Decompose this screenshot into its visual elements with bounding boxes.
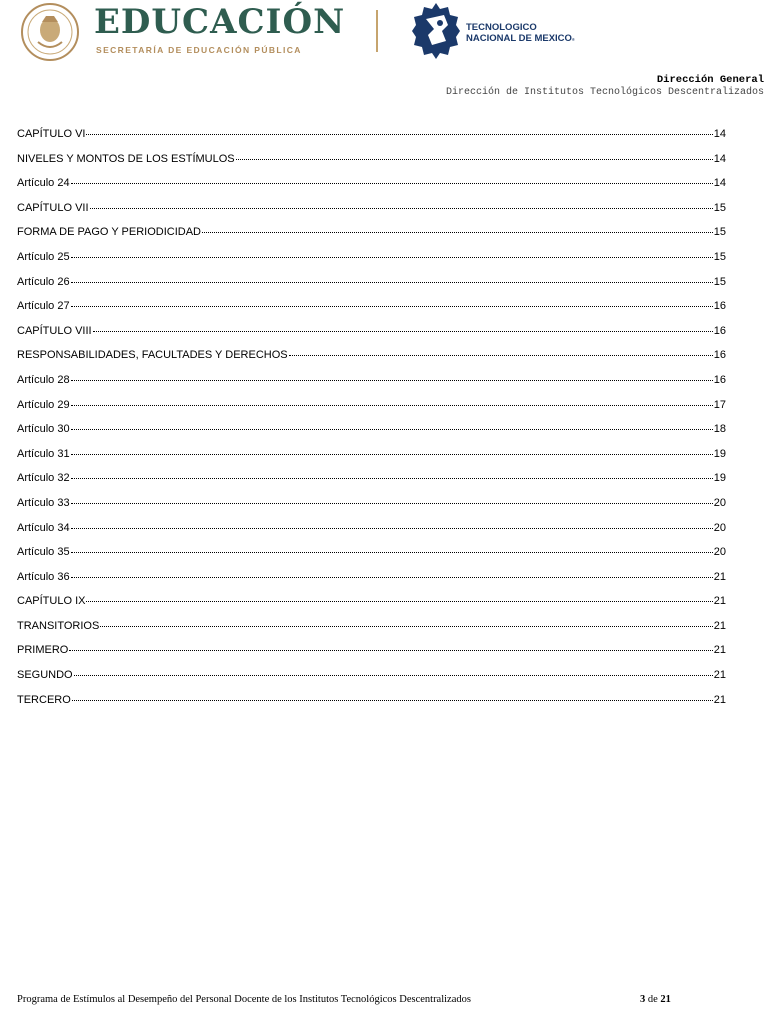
toc-entry[interactable] [17, 325, 726, 350]
toc-entry-label: CAPÍTULO VIII [17, 324, 92, 337]
direccion-institutos: Dirección de Institutos Tecnológicos Descentralizados [445, 87, 764, 98]
toc-dot-leader [71, 305, 713, 307]
footer-page-number [640, 994, 671, 1005]
toc-entry-page: 17 [713, 398, 726, 411]
table-of-contents [17, 128, 726, 718]
toc-entry[interactable] [17, 128, 726, 153]
toc-entry[interactable] [17, 374, 726, 399]
toc-entry-page: 14 [713, 128, 726, 140]
toc-dot-leader [289, 354, 713, 356]
toc-entry-label: SEGUNDO [17, 669, 73, 682]
toc-entry-label: FORMA DE PAGO Y PERIODICIDAD [17, 226, 201, 239]
toc-dot-leader [71, 453, 713, 455]
toc-entry-page: 14 [713, 152, 726, 165]
toc-dot-leader [71, 428, 713, 430]
page-total: 21 [660, 994, 671, 1005]
toc-entry[interactable] [17, 423, 726, 448]
toc-entry-page: 20 [713, 546, 726, 559]
toc-dot-leader [71, 477, 713, 479]
toc-entry-page: 19 [713, 447, 726, 460]
page-of: de [647, 994, 658, 1005]
toc-entry-label: Artículo 27 [17, 300, 70, 313]
toc-entry[interactable] [17, 202, 726, 227]
toc-entry-label: Artículo 32 [17, 472, 70, 485]
toc-dot-leader [93, 330, 713, 332]
toc-entry-label: Artículo 35 [17, 546, 70, 559]
toc-entry-label: Artículo 31 [17, 447, 70, 460]
brand-subtitle: SECRETARÍA DE EDUCACIÓN PÚBLICA [96, 45, 302, 55]
header-divider [376, 10, 378, 52]
toc-entry-label: Artículo 29 [17, 398, 70, 411]
toc-entry-page: 20 [713, 496, 726, 509]
toc-entry[interactable] [17, 644, 726, 669]
toc-entry[interactable] [17, 497, 726, 522]
toc-entry-page: 21 [713, 644, 726, 657]
toc-dot-leader [74, 674, 713, 676]
toc-dot-leader [71, 256, 713, 258]
toc-entry-label: Artículo 34 [17, 521, 70, 534]
toc-dot-leader [86, 133, 712, 135]
toc-entry-page: 19 [713, 472, 726, 485]
toc-entry-page: 15 [713, 201, 726, 214]
footer-program-title: Programa de Estímulos al Desempeño del Personal Docente de los Institutos Tecnológicos Descentralizados [17, 994, 471, 1005]
toc-dot-leader [86, 600, 712, 602]
toc-entry-page: 15 [713, 250, 726, 263]
toc-dot-leader [90, 207, 713, 209]
tecnm-line2: NACIONAL DE MEXICO [466, 33, 572, 44]
toc-entry-label: Artículo 24 [17, 177, 70, 190]
toc-entry-page: 21 [713, 669, 726, 682]
toc-dot-leader [71, 527, 713, 529]
toc-entry[interactable] [17, 595, 726, 620]
toc-entry[interactable] [17, 153, 726, 178]
toc-entry[interactable] [17, 251, 726, 276]
toc-entry[interactable] [17, 349, 726, 374]
toc-dot-leader [71, 576, 713, 578]
toc-entry-page: 16 [713, 349, 726, 362]
toc-entry[interactable] [17, 620, 726, 645]
toc-entry-page: 21 [713, 619, 726, 632]
toc-entry-label: RESPONSABILIDADES, FACULTADES Y DERECHOS [17, 349, 288, 362]
toc-entry-label: TERCERO [17, 693, 71, 706]
toc-entry-label: Artículo 28 [17, 373, 70, 386]
tecnm-gear-logo-icon [412, 1, 460, 61]
toc-entry-label: NIVELES Y MONTOS DE LOS ESTÍMULOS [17, 152, 235, 165]
toc-entry-label: CAPÍTULO VII [17, 201, 89, 214]
toc-entry[interactable] [17, 226, 726, 251]
tecnm-wordmark [466, 22, 575, 45]
toc-dot-leader [71, 379, 713, 381]
toc-dot-leader [71, 551, 713, 553]
toc-entry-page: 21 [713, 595, 726, 608]
direccion-general: Dirección General [656, 74, 764, 86]
toc-dot-leader [69, 649, 712, 651]
toc-entry-label: CAPÍTULO VI [17, 128, 86, 140]
toc-entry[interactable] [17, 177, 726, 202]
toc-dot-leader [202, 231, 713, 233]
toc-dot-leader [72, 699, 713, 701]
toc-entry-label: Artículo 30 [17, 423, 70, 436]
toc-entry[interactable] [17, 448, 726, 473]
toc-entry-label: TRANSITORIOS [17, 619, 100, 632]
tecnm-line1: TECNOLOGICO [466, 22, 537, 33]
toc-entry-label: CAPÍTULO IX [17, 595, 86, 608]
toc-entry-page: 21 [713, 693, 726, 706]
toc-entry-page: 18 [713, 423, 726, 436]
toc-entry[interactable] [17, 300, 726, 325]
toc-entry-label: Artículo 36 [17, 570, 70, 583]
toc-entry[interactable] [17, 399, 726, 424]
toc-entry[interactable] [17, 546, 726, 571]
toc-entry-label: Artículo 26 [17, 275, 70, 288]
toc-entry[interactable] [17, 472, 726, 497]
toc-dot-leader [236, 158, 713, 160]
toc-entry-page: 20 [713, 521, 726, 534]
toc-entry[interactable] [17, 694, 726, 719]
brand-title: EDUCACIÓN [94, 2, 346, 42]
page-header [0, 0, 774, 98]
toc-dot-leader [71, 281, 713, 283]
toc-dot-leader [71, 182, 713, 184]
toc-entry-page: 14 [713, 177, 726, 190]
toc-entry-label: Artículo 25 [17, 250, 70, 263]
toc-entry[interactable] [17, 571, 726, 596]
toc-entry-label: PRIMERO [17, 644, 69, 657]
toc-entry-page: 16 [713, 373, 726, 386]
toc-entry[interactable] [17, 669, 726, 694]
toc-dot-leader [71, 404, 713, 406]
toc-entry-page: 16 [713, 324, 726, 337]
toc-dot-leader [100, 625, 712, 627]
page-current: 3 [640, 994, 646, 1005]
toc-dot-leader [71, 502, 713, 504]
tecnm-trademark: ® [571, 37, 575, 42]
coat-of-arms-seal-icon [16, 2, 84, 62]
toc-entry-page: 16 [713, 300, 726, 313]
toc-entry[interactable] [17, 276, 726, 301]
toc-entry-page: 21 [713, 570, 726, 583]
toc-entry-label: Artículo 33 [17, 496, 70, 509]
toc-entry[interactable] [17, 522, 726, 547]
toc-entry-page: 15 [713, 226, 726, 239]
tecnm-line2-wrap [466, 33, 575, 45]
toc-entry-page: 15 [713, 275, 726, 288]
